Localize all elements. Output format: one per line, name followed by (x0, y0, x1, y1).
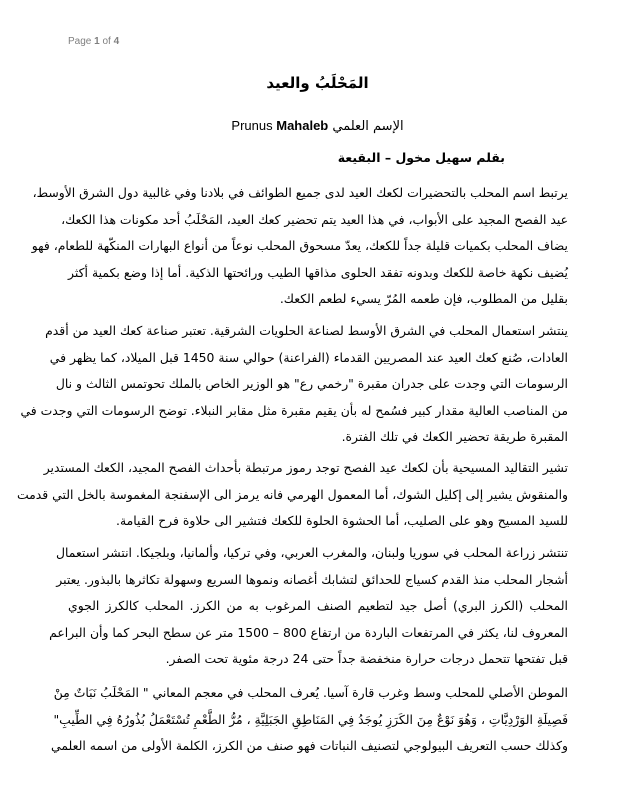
paragraph-line: ينتشر استعمال المحلب في الشرق الأوسط لصناعة الحلويات الشرقية. تعتبر صناعة كعك العيد من أقدم (45, 323, 568, 338)
paragraph-line: الموطن الأصلي للمحلب وسط وغرب قارة آسيا. يُعرف المحلب في معجم المعاني " المَحْلَبُ نَبَاتٌ مِنْ (53, 685, 568, 700)
paragraph-line: تشير التقاليد المسيحية بأن لكعك عيد الفصح توجد رموز مرتبطة بأحداث الفصح المجيد، الكعك المستدير (43, 460, 568, 475)
paragraph-line: بقليل من المطلوب، فإن طعمه المُرّ يسيء لطعم الكعك. (279, 291, 568, 306)
paragraph-3 (16, 455, 568, 535)
paragraph-line: والمنقوش يشير إلى إكليل الشوك، أما المعمول الهرمي فانه يرمز الى الإسفنجة المغموسة بالخل التي قدمت (16, 486, 568, 502)
scientific-name-latin (231, 118, 328, 133)
paragraph-5 (51, 680, 568, 760)
scientific-name-line (0, 118, 635, 134)
paragraph-1 (31, 180, 568, 313)
paragraph-line: عيد الفصح المجيد على الأبواب، في هذا العيد يتم تحضير كعك العيد، المَحْلَبُ أحد مكونات هذا الكعك، (61, 211, 568, 227)
paragraph-line: وكذلك حسب التعريف البيولوجي لتصنيف النباتات فهو صنف من الكرز، الكلمة الأولى من اسمه العلمي (51, 738, 568, 753)
paragraph-line: قبل تفتحها تتحمل درجات حرارة منخفضة جداً حتى 24 درجة مئوية تحت الصفر. (165, 651, 568, 666)
scientific-genus: Prunus (231, 118, 273, 133)
page-of: of (102, 36, 111, 47)
paragraph-line: تنتشر زراعة المحلب في سوريا ولبنان، والمغرب العربي، وفي تركيا، وألمانيا، وبلجيكا. انتشر استعمال (56, 545, 568, 560)
author-byline: بقلم سهيل مخول – البقيعة (337, 150, 505, 165)
paragraph-line: يضاف المحلب بكميات قليلة جداً للكعك، يعدّ مسحوق المحلب نوعاً من أنواع البهارات المنكّهة للطعام، فهو (31, 238, 568, 253)
paragraph-line: الرسومات التي وجدت على جدران مقبرة "رخمي رع" هو الوزير الخاص بالملك تحوتمس الثالث و نال (55, 376, 568, 391)
page-number (68, 36, 119, 47)
paragraph-4 (49, 540, 568, 673)
paragraph-line: يُضيف نكهة خاصة للكعك وبدونه تفقد الحلوى مذاقها الطيب ورائحتها الذكية. أما إذا وضع بكمية أكثر (68, 264, 568, 280)
paragraph-line: العادات، صُنع كعك العيد عند المصريين القدماء (الفراعنة) حوالي سنة 1450 قبل الميلاد، كما يظهر في (49, 349, 568, 365)
paragraph-line: أشجار المحلب منذ القدم كسياج للحدائق لتشابك أغصانه ونموها السريع وسهولة تكاثرها بالبذور. يعتبر (56, 571, 568, 587)
paragraph-2 (20, 318, 568, 451)
document-title: المَحْلَبُ والعيد (266, 74, 369, 92)
paragraph-line: من المناصب العالية مقدار كبير فسُمح له بأن يقيم مقبرة مثل مقابر النبلاء. توضح الرسومات التي وجدت في (20, 402, 568, 418)
paragraph-line: للسيد المسيح وهو على الصليب، أما الحشوة الحلوة للكعك فتشير الى حلاوة فرح القيامة. (116, 513, 568, 528)
page-label: Page (68, 36, 92, 47)
paragraph-line: المحلب (الكرز البري) أصل جيد لتطعيم الصنف المرغوب به من الكرز. المحلب كالكرز الجوي (68, 598, 568, 613)
scientific-species: Mahaleb (276, 118, 329, 133)
scientific-name-label: الإسم العلمي (332, 119, 404, 134)
paragraph-line: فَصِيلَةِ الوَرْدِيَّاتِ ، وَهُوَ نَوْعٌ مِنَ الكَرَزِ يُوجَدُ فِي المَنَاطِقِ الجَبَلِيَّةِ ، مُرُّ الطَّعْمِ تُسْتَعْمَلُ بُذُورُهُ فِي الطِّيبِ" (53, 711, 568, 727)
paragraph-line: يرتبط اسم المحلب بالتحضيرات لكعك العيد لدى جميع الطوائف في بلادنا وفي غالبية دول الشرق الأوسط، (32, 185, 568, 200)
paragraph-line: المعروف لنا، يكثر في المرتفعات الباردة من ارتفاع 800 – 1500 متر عن سطح البحر كما وأن البراعم (49, 624, 568, 640)
page-current: 1 (94, 36, 100, 47)
page-total: 4 (113, 36, 120, 47)
paragraph-line: المقبرة طريقة تحضير الكعك في تلك الفترة. (341, 429, 568, 444)
